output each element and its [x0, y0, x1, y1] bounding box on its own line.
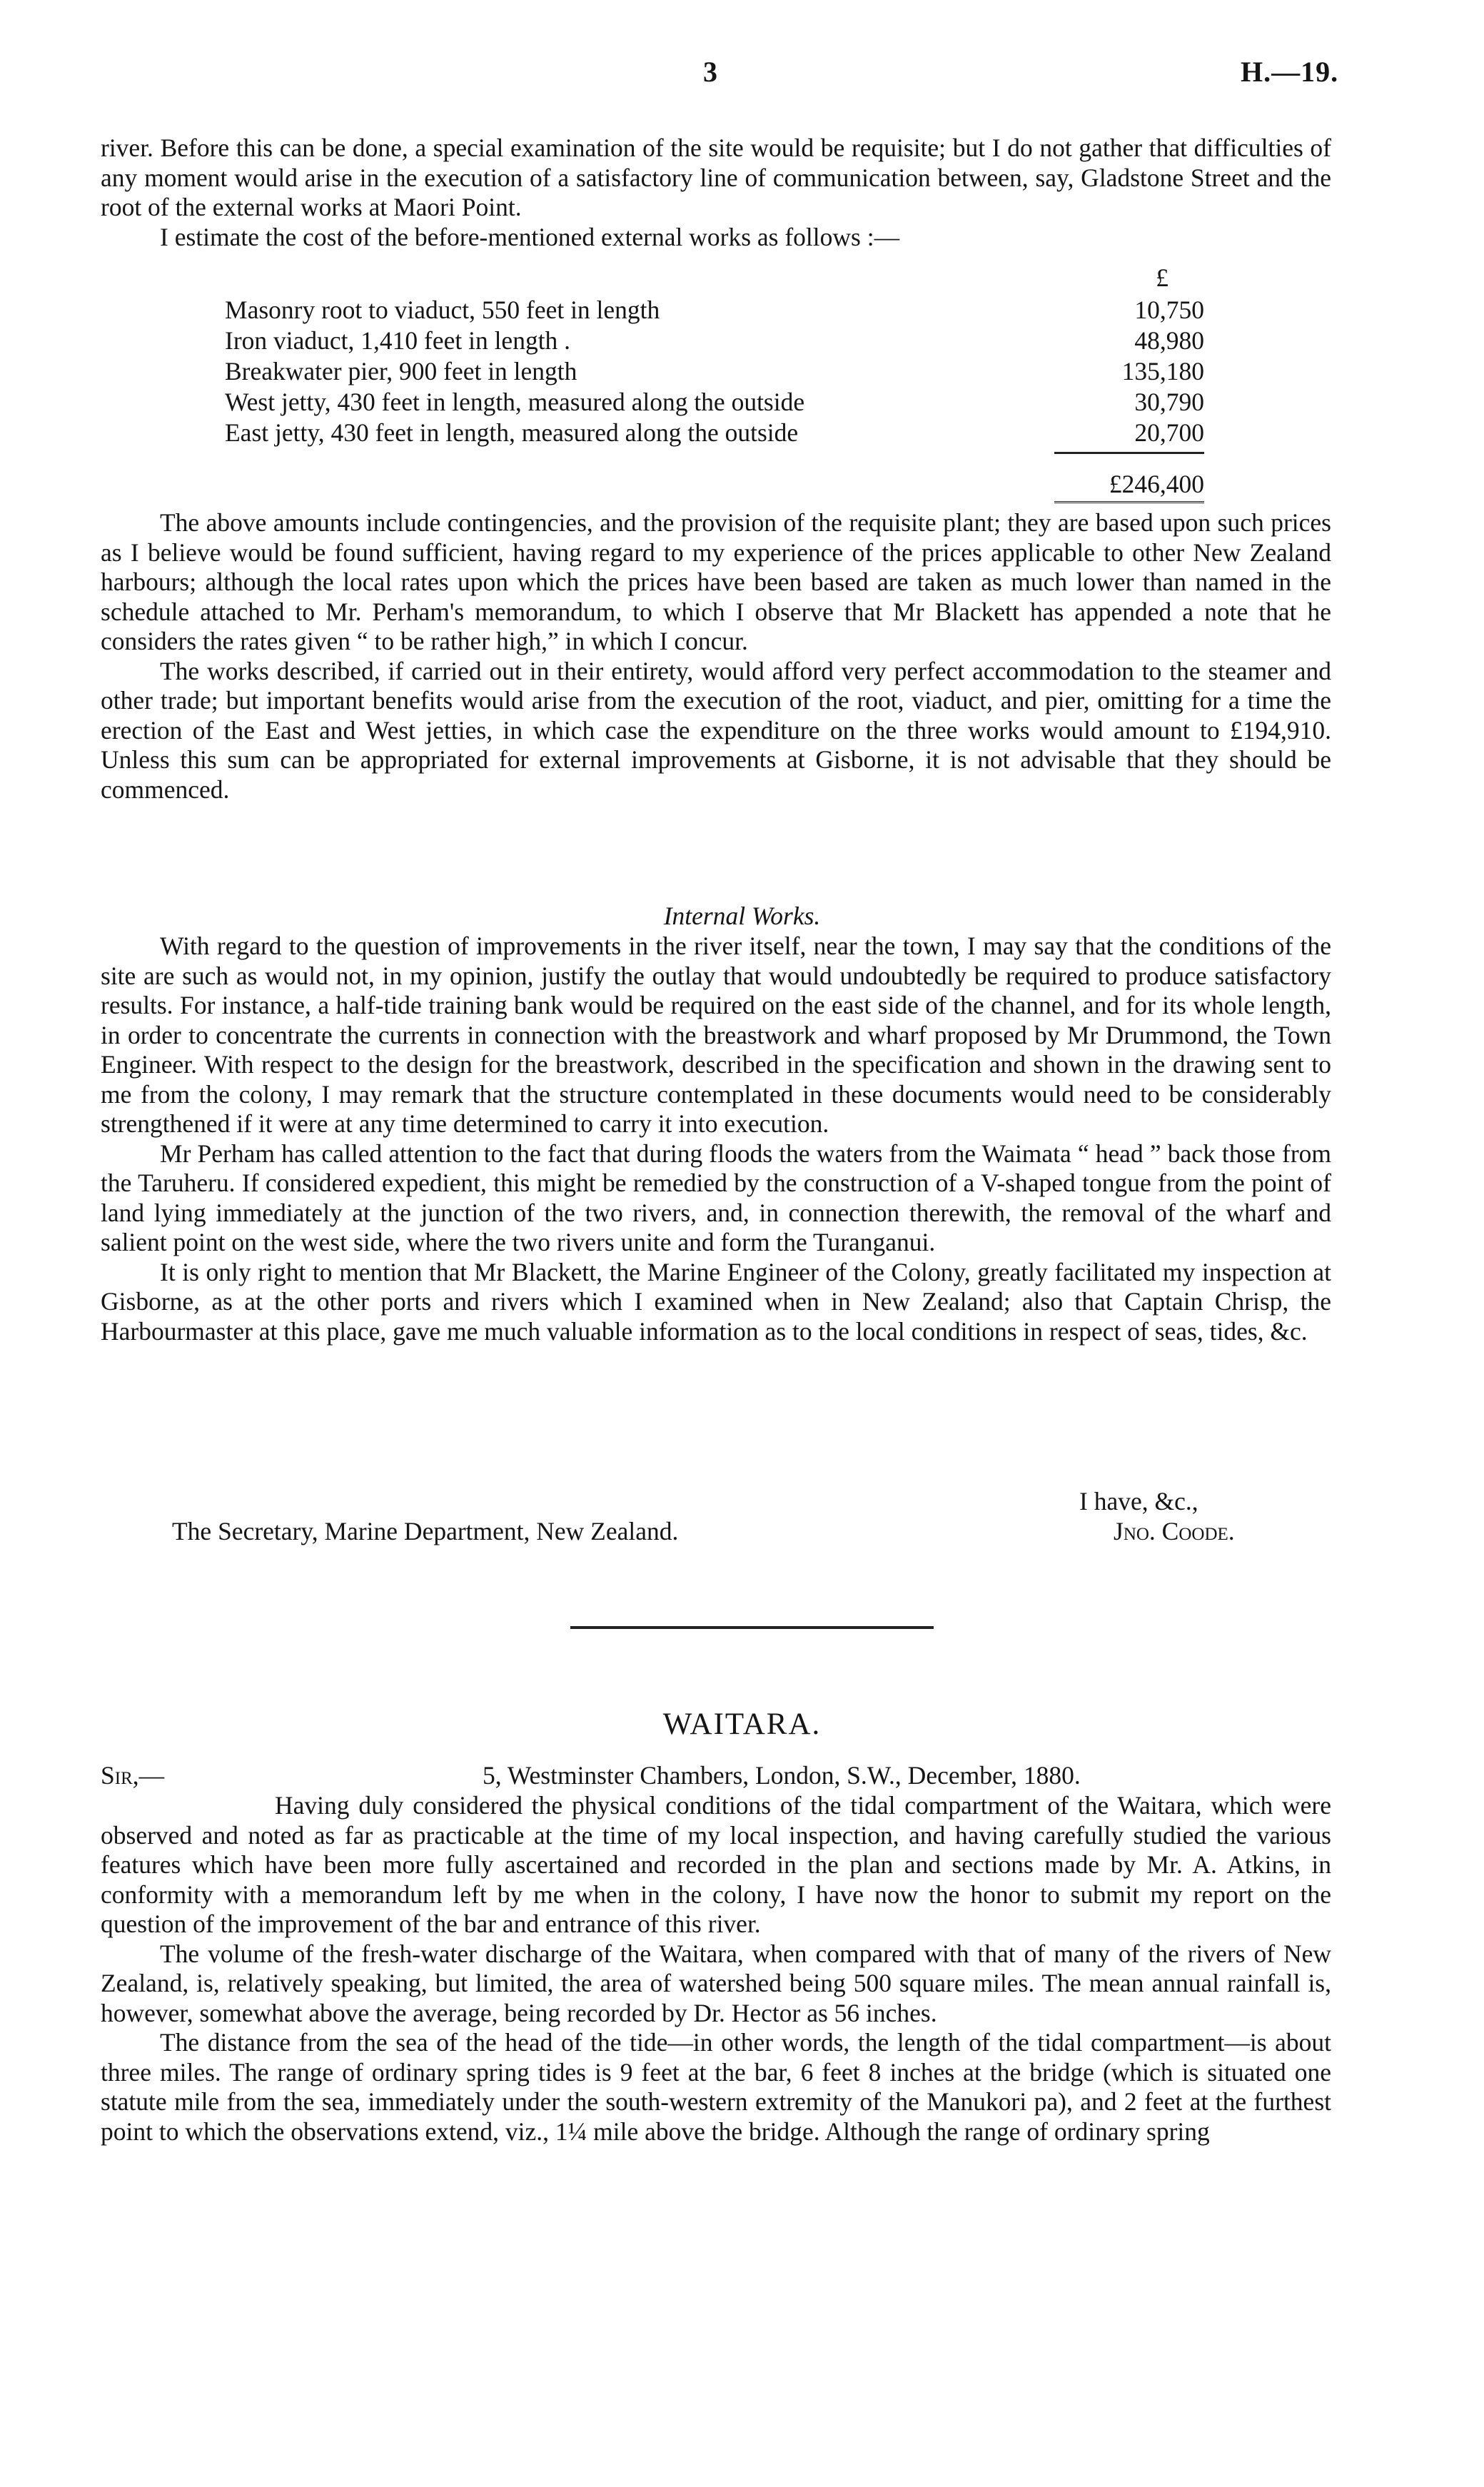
body-paragraph: The distance from the sea of the head of the tide—in other words, the length of the tidal compartment—is about three miles. The range of ordinary spring tides is 9 feet at the bar, 6 feet 8 inches at the bridge (which is situated one statute mile from the sea, immediately under the south-western extremity of the Manukori pa), and 2 feet at the furthest point to which the observations extend, viz., 1¼ mile above the bridge. Although the range of ordinary spring — [101, 2028, 1331, 2146]
internal-works-section — [101, 932, 1331, 1346]
estimate-amount: 135,180 — [1121, 357, 1204, 385]
estimate-item: Breakwater pier, 900 feet in length — [225, 357, 577, 385]
closing-line: I have, &c., — [1079, 1487, 1198, 1515]
estimate-item: West jetty, 430 feet in length, measured along the outside — [225, 388, 805, 416]
internal-works-heading: Internal Works. — [663, 902, 821, 930]
body-paragraph: Mr Perham has called attention to the fact that during floods the waters from the Waimata “ head ” back those from the Taruheru. If considered expedient, this might be remedied by the construction of a V-shaped tongue from the point of land lying immediately at the junction of the two rivers, and, in connection therewith, the removal of the wharf and salient point on the west side, where the two rivers unite and form the Turanganui. — [101, 1139, 1331, 1256]
waitara-title: WAITARA. — [662, 1707, 822, 1741]
estimate-row — [225, 388, 1204, 418]
body-paragraph: The volume of the fresh-water discharge of the Waitara, when compared with that of many of the rivers of New Zealand, is, relatively speaking, but limited, the area of watershed being 500 square miles. The mean annual rainfall is, however, somewhat above the average, being recorded by Dr. Hector as 56 inches. — [101, 1939, 1331, 2027]
estimate-amount: 30,790 — [1134, 388, 1204, 416]
estimate-amount: 10,750 — [1134, 296, 1204, 324]
estimate-notes-section — [101, 508, 1331, 804]
body-paragraph: With regard to the question of improvements in the river itself, near the town, I may say that the conditions of the site are such as would not, in my opinion, justify the outlay that would undoubtedly be required to produce satisfactory results. For instance, a half-tide training bank would be required on the east side of the channel, and for its whole length, in order to concentrate the currents in connection with the breastwork and wharf proposed by Mr Drummond, the Town Engineer. With respect to the design for the breastwork, described in the specification and shown in the drawing sent to me from the colony, I may remark that the structure contemplated in these documents would need to be considerably strengthened if it were at any time determined to carry it into execution. — [101, 932, 1331, 1138]
subtotal-rule — [1054, 452, 1204, 454]
estimate-amount: 20,700 — [1134, 418, 1204, 447]
body-paragraph: It is only right to mention that Mr Blackett, the Marine Engineer of the Colony, greatly facilitated my inspection at Gisborne, as at the other ports and rivers which I examined when in New Zealand; also that Captain Chrisp, the Harbourmaster at this place, gave me much valuable information as to the local conditions in respect of seas, tides, &c. — [101, 1257, 1331, 1346]
section-divider — [570, 1626, 934, 1629]
estimate-row — [225, 418, 1204, 449]
estimate-item: East jetty, 430 feet in length, measured along the outside — [225, 418, 799, 447]
total-double-rule — [1054, 501, 1204, 506]
body-paragraph: The works described, if carried out in their entirety, would afford very perfect accommodation to the steamer and other trade; but important benefits would arise from the execution of the root, viaduct, and pier, omitting for a time the erection of the East and West jetties, in which case the expenditure on the three works would amount to £194,910. Unless this sum can be appropriated for external improvements at Gisborne, it is not advisable that they should be commenced. — [101, 656, 1331, 804]
estimate-lead-paragraph: I estimate the cost of the before-mentioned external works as follows :— — [160, 222, 900, 251]
estimate-row — [225, 296, 1204, 326]
salutation: Sir,— — [101, 1761, 165, 1790]
estimate-row — [225, 326, 1204, 357]
estimate-item: Iron viaduct, 1,410 feet in length . — [225, 326, 571, 355]
estimate-row — [225, 357, 1204, 388]
addressee: The Secretary, Marine Department, New Zealand. — [172, 1517, 679, 1545]
intro-section — [101, 133, 1331, 252]
page-number: 3 — [703, 56, 717, 88]
currency-symbol: £ — [1156, 263, 1168, 292]
dateline: 5, Westminster Chambers, London, S.W., December, 1880. — [483, 1761, 1081, 1790]
estimate-item: Masonry root to viaduct, 550 feet in length — [225, 296, 660, 324]
waitara-section — [101, 1791, 1331, 2147]
intro-paragraph: river. Before this can be done, a special examination of the site would be requisite; but I do not gather that difficulties of any moment would arise in the execution of a satisfactory line of communication between, say, Gladstone Street and the root of the external works at Maori Point. — [101, 133, 1331, 221]
signature: Jno. Coode. — [1114, 1517, 1235, 1545]
estimate-total: £246,400 — [1109, 470, 1204, 498]
document-reference: H.—19. — [1241, 56, 1339, 88]
estimate-amount: 48,980 — [1134, 326, 1204, 355]
body-paragraph: Having duly considered the physical conditions of the tidal compartment of the Waitara, which were observed and noted as far as practicable at the time of my local inspection, and having carefully studied the various features which have been more fully ascertained and recorded in the plan and sections made by Mr. A. Atkins, in conformity with a memorandum left by me when in the colony, I have now the honor to submit my report on the question of the improvement of the bar and entrance of this river. — [101, 1791, 1331, 1938]
body-paragraph: The above amounts include contingencies, and the provision of the requisite plant; they are based upon such prices as I believe would be found sufficient, having regard to my experience of the prices applicable to other New Zealand harbours; although the local rates upon which the prices have been based are taken as much lower than named in the schedule attached to Mr. Perham's memorandum, to which I observe that Mr Blackett has appended a note that he considers the rates given “ to be rather high,” in which I concur. — [101, 508, 1331, 655]
